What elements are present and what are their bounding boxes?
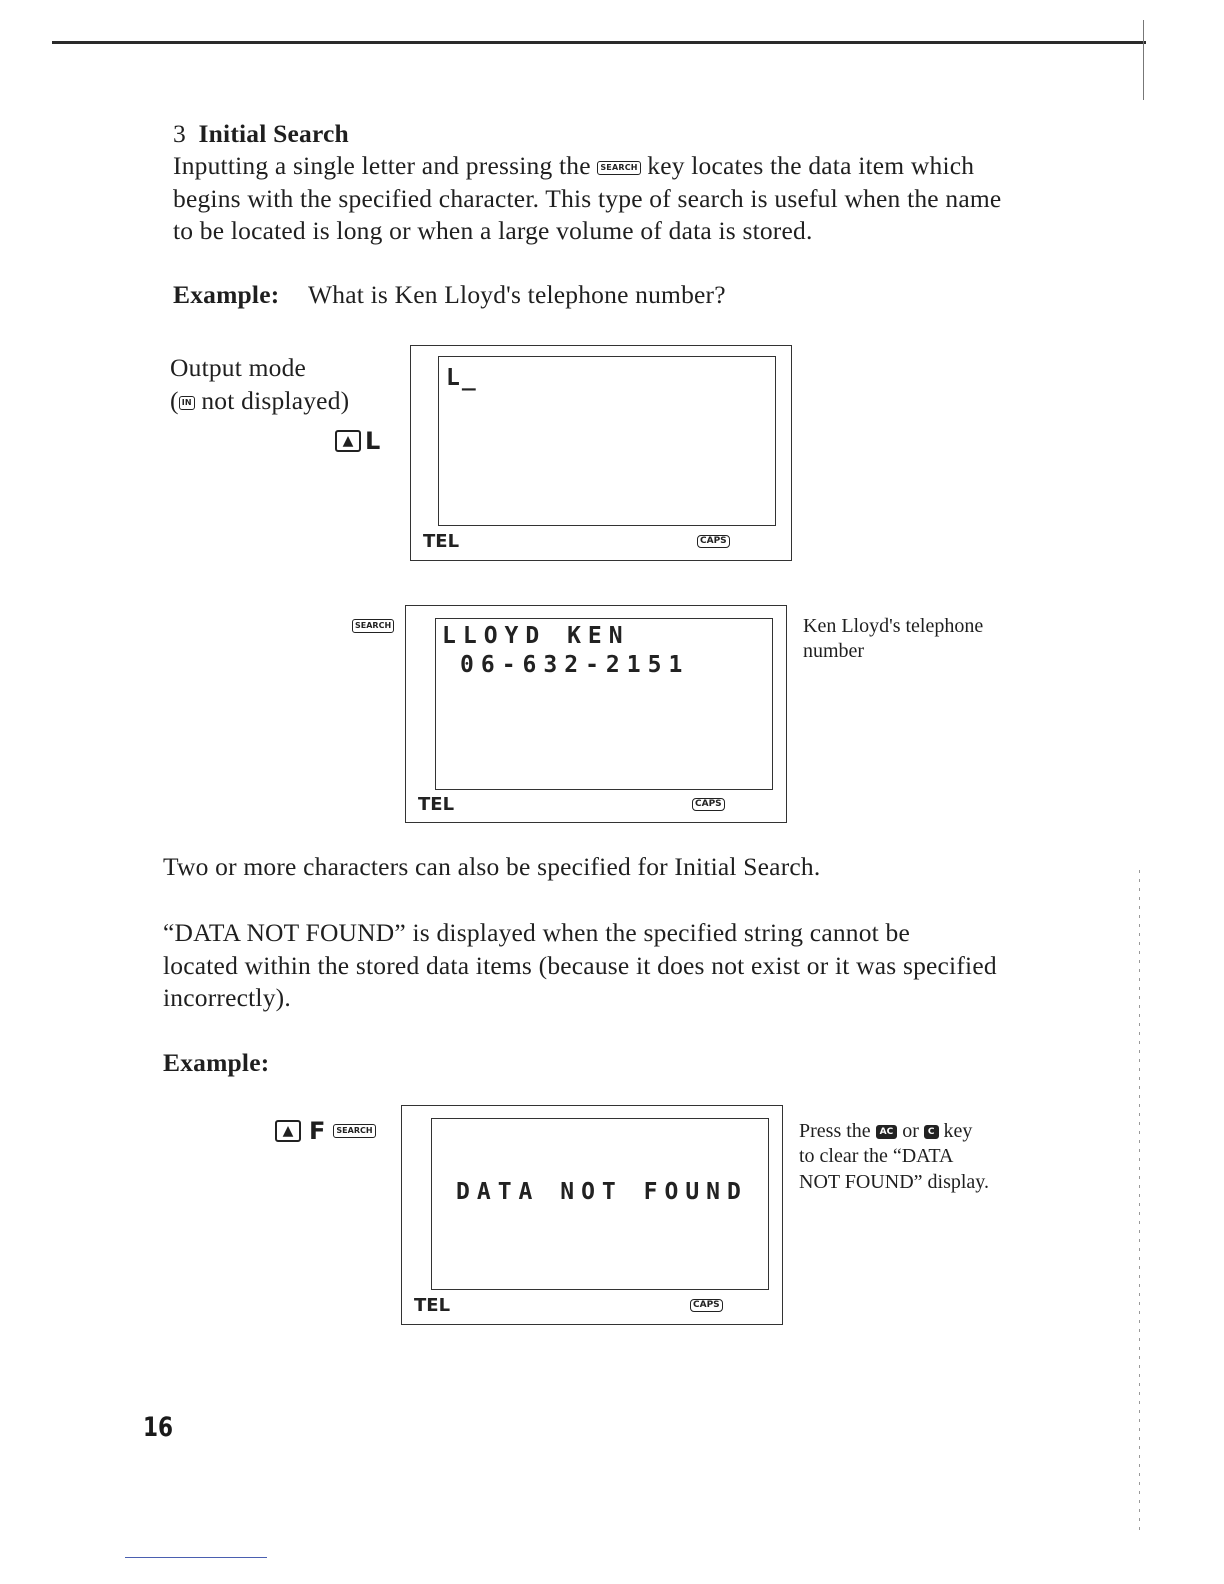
clear-note-line-1 (799, 1119, 972, 1145)
multi-char-paragraph: Two or more characters can also be specified for Initial Search. (163, 852, 821, 881)
example-question: What is Ken Lloyd's telephone number? (308, 280, 726, 309)
ac-key-icon: AC (876, 1125, 898, 1139)
section-title: Initial Search (198, 119, 349, 148)
shift-key-icon: ▲ (335, 430, 361, 452)
tel-indicator: TEL (423, 531, 460, 552)
shift-key-icon: ▲ (275, 1120, 301, 1142)
intro-line-2: begins with the specified character. This type of search is useful when the name (173, 184, 1002, 213)
note-key: key (943, 1120, 973, 1142)
not-found-line-2: located within the stored data items (because it does not exist or it was specified (163, 951, 997, 980)
search-key-icon: SEARCH (352, 619, 394, 633)
section-heading (173, 118, 349, 151)
lcd-line-1: L_ (446, 365, 478, 391)
step1-keys (335, 427, 380, 455)
display-frame-2 (405, 605, 787, 823)
intro-text-b: key locates the data item which (647, 151, 975, 180)
note-line-1: Ken Lloyd's telephone (803, 615, 984, 637)
lcd-screen-1 (438, 356, 776, 526)
intro-line-3: to be located is long or when a large volume of data is stored. (173, 216, 813, 245)
step2-keys (352, 617, 394, 635)
lcd-phone-line: 06-632-2151 (460, 652, 690, 678)
example-label: Example: (173, 280, 280, 309)
page-number: 16 (143, 1412, 174, 1443)
tel-indicator: TEL (414, 1295, 451, 1316)
caps-indicator: CAPS (690, 1299, 723, 1312)
search-key-icon: SEARCH (333, 1124, 375, 1138)
caption-close: not displayed) (201, 386, 350, 415)
intro-text-a: Inputting a single letter and pressing the (173, 151, 591, 180)
note-press: Press the (799, 1120, 871, 1142)
display-frame-3 (401, 1105, 783, 1325)
lcd-screen-2 (435, 618, 773, 790)
in-not-displayed-caption (170, 385, 349, 418)
step3-keys (275, 1117, 376, 1145)
tel-indicator: TEL (418, 794, 455, 815)
lcd-name-line: LLOYD KEN (442, 623, 630, 649)
lcd-message: DATA NOT FOUND (456, 1179, 748, 1205)
margin-line (1139, 870, 1140, 1530)
caption-open: ( (170, 386, 179, 415)
lcd-screen-3 (431, 1118, 769, 1290)
search-key-icon: SEARCH (597, 161, 640, 175)
clear-note-line-2: to clear the “DATA (799, 1145, 954, 1167)
top-rule (52, 41, 1146, 44)
output-mode-caption: Output mode (170, 353, 307, 382)
not-found-line-1: “DATA NOT FOUND” is displayed when the specified string cannot be (163, 918, 911, 947)
caps-indicator: CAPS (692, 798, 725, 811)
note-line-2: number (803, 640, 865, 662)
key-letter-f: F (309, 1117, 326, 1145)
caps-indicator: CAPS (697, 535, 730, 548)
clear-note-line-3: NOT FOUND” display. (799, 1171, 989, 1193)
example-1 (173, 279, 726, 312)
example-2-label: Example: (163, 1048, 270, 1077)
key-letter-l: L (365, 427, 381, 455)
corner-tick (1143, 20, 1144, 100)
footer-line (125, 1557, 267, 1558)
in-key-icon: IN (179, 396, 195, 410)
section-number: 3 (173, 119, 186, 148)
note-or: or (902, 1120, 919, 1142)
intro-line-1 (173, 150, 974, 183)
c-key-icon: C (924, 1125, 939, 1139)
display-frame-1 (410, 345, 792, 561)
not-found-line-3: incorrectly). (163, 983, 291, 1012)
